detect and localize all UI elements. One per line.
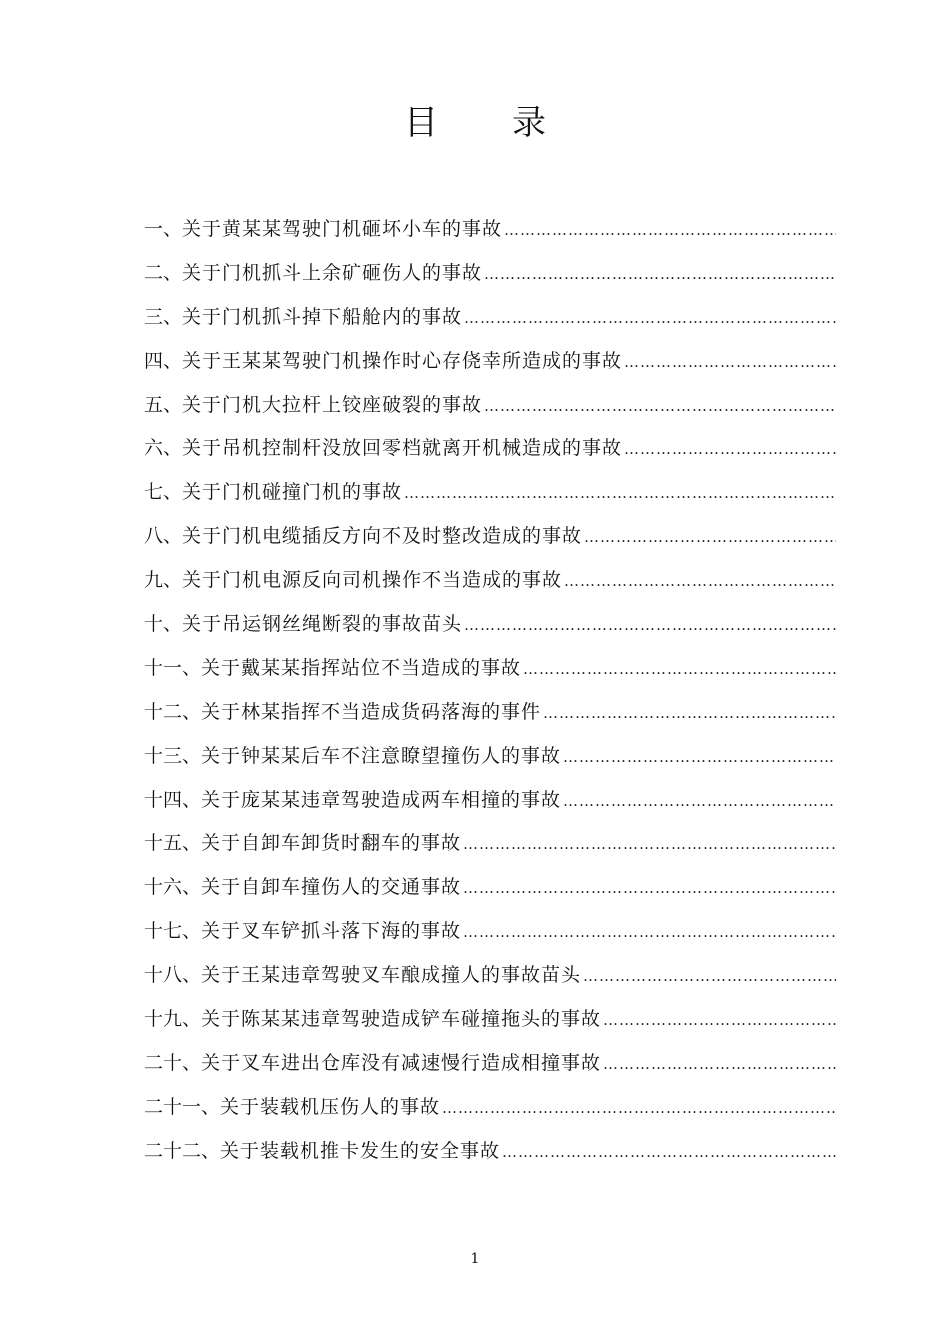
toc-entry-title: 关于门机电源反向司机操作不当造成的事故 <box>182 569 563 592</box>
toc-entry-number: 一 <box>144 218 164 240</box>
toc-entry-title: 关于叉车铲抓斗落下海的事故 <box>201 920 462 943</box>
toc-entry-title: 关于装载机压伤人的事故 <box>220 1095 441 1118</box>
toc-entry-title: 关于吊运钢丝绳断裂的事故苗头 <box>182 613 463 636</box>
toc-entry[interactable] <box>144 603 836 647</box>
toc-entry-separator: 、 <box>201 1139 221 1162</box>
toc-entry-title: 关于戴某某指挥站位不当造成的事故 <box>201 656 522 679</box>
dot-leader <box>504 209 836 252</box>
dot-leader <box>603 999 836 1042</box>
toc-entry-title: 关于门机抓斗掉下船舱内的事故 <box>182 305 463 328</box>
toc-entry[interactable] <box>144 866 836 910</box>
toc-entry[interactable] <box>144 647 836 691</box>
dot-leader <box>523 648 836 691</box>
toc-entry-number: 十四 <box>144 788 183 811</box>
toc-entry-separator: 、 <box>182 964 202 987</box>
toc-entry-number: 十八 <box>144 964 183 987</box>
toc-entry[interactable] <box>144 735 836 779</box>
dot-leader <box>603 1043 836 1086</box>
toc-entry-number: 四 <box>144 349 164 372</box>
toc-entry-separator: 、 <box>182 876 202 899</box>
toc-entry[interactable] <box>144 822 836 866</box>
toc-entry-separator: 、 <box>163 569 183 592</box>
toc-entry[interactable] <box>144 208 836 252</box>
toc-entry[interactable] <box>144 340 836 384</box>
toc-entry-title: 关于自卸车撞伤人的交通事故 <box>201 876 462 899</box>
toc-entry[interactable] <box>144 1086 836 1130</box>
toc-entry[interactable] <box>144 515 836 559</box>
dot-leader <box>404 472 836 515</box>
dot-leader <box>484 253 836 296</box>
dot-leader <box>563 780 836 823</box>
dot-leader <box>464 604 836 647</box>
page-number: 1 <box>470 1251 480 1267</box>
page-title: 目录 <box>404 103 620 143</box>
toc-entry-number: 五 <box>144 393 164 416</box>
dot-leader <box>464 297 836 340</box>
toc-entry-separator: 、 <box>182 656 202 679</box>
dot-leader <box>543 692 836 735</box>
dot-leader <box>584 516 836 559</box>
toc-entry-separator: 、 <box>163 481 183 504</box>
toc-entry-number: 二十 <box>144 1051 183 1074</box>
dot-leader <box>442 1087 836 1130</box>
dot-leader <box>624 341 836 384</box>
toc-entry-title: 关于叉车进出仓库没有减速慢行造成相撞事故 <box>201 1051 602 1074</box>
toc-entry-number: 八 <box>144 525 164 548</box>
toc-entry-separator: 、 <box>182 1051 202 1074</box>
toc-entry[interactable] <box>144 427 836 471</box>
toc-entry-number: 十五 <box>144 832 183 855</box>
toc-entry-number: 六 <box>144 437 164 460</box>
toc-entry-number: 十三 <box>144 744 183 767</box>
toc-entry-title: 关于林某指挥不当造成货码落海的事件 <box>201 700 542 723</box>
toc-entry-title: 关于庞某某违章驾驶造成两车相撞的事故 <box>201 788 562 811</box>
toc-entry-number: 九 <box>144 569 164 592</box>
toc-entry-title: 关于自卸车卸货时翻车的事故 <box>201 832 462 855</box>
toc-entry[interactable] <box>144 691 836 735</box>
dot-leader <box>583 955 836 998</box>
toc-entry-separator: 、 <box>163 218 183 240</box>
toc-entry-separator: 、 <box>182 1008 202 1031</box>
toc-entry[interactable] <box>144 296 836 340</box>
toc-entry-number: 二十一 <box>144 1095 202 1118</box>
toc-entry-number: 十一 <box>144 656 183 679</box>
toc-entry-separator: 、 <box>163 437 183 460</box>
toc-entry-separator: 、 <box>182 920 202 943</box>
toc-entry-number: 十七 <box>144 920 183 943</box>
toc-entry[interactable] <box>144 1130 836 1174</box>
toc-entry-number: 七 <box>144 481 164 504</box>
toc-entry-separator: 、 <box>182 744 202 767</box>
toc-entry-number: 十六 <box>144 876 183 899</box>
toc-entry-title: 关于陈某某违章驾驶造成铲车碰撞拖头的事故 <box>201 1008 602 1031</box>
toc-entry[interactable] <box>144 910 836 954</box>
toc-entry-separator: 、 <box>182 788 202 811</box>
toc-entry-title: 关于门机碰撞门机的事故 <box>182 481 403 504</box>
toc-entry-title: 关于王某违章驾驶叉车酿成撞人的事故苗头 <box>201 964 582 987</box>
toc-entry-number: 十 <box>144 613 164 636</box>
toc-entry-separator: 、 <box>182 700 202 723</box>
toc-entry-title: 关于装载机推卡发生的安全事故 <box>220 1139 501 1162</box>
toc-entry[interactable] <box>144 1042 836 1086</box>
dot-leader <box>463 823 836 866</box>
toc-entry[interactable] <box>144 252 836 296</box>
toc-entry-number: 二十二 <box>144 1139 202 1162</box>
toc-entry-separator: 、 <box>163 393 183 416</box>
toc-entry-title: 关于门机电缆插反方向不及时整改造成的事故 <box>182 525 583 548</box>
toc-entry[interactable] <box>144 471 836 515</box>
toc-entry-title: 关于吊机控制杆没放回零档就离开机械造成的事故 <box>182 437 623 460</box>
toc-entry-title: 关于门机大拉杆上铰座破裂的事故 <box>182 393 483 416</box>
toc-entry-separator: 、 <box>163 305 183 328</box>
toc-entry-number: 二 <box>144 261 164 284</box>
toc-entry-number: 十二 <box>144 700 183 723</box>
toc-entry-title: 关于王某某驾驶门机操作时心存侥幸所造成的事故 <box>182 349 623 372</box>
toc-entry[interactable] <box>144 954 836 998</box>
toc-entry-number: 十九 <box>144 1008 183 1031</box>
toc-entry-separator: 、 <box>163 261 183 284</box>
table-of-contents <box>144 208 836 1174</box>
dot-leader <box>463 867 836 910</box>
dot-leader <box>624 428 836 471</box>
toc-entry-title: 关于黄某某驾驶门机砸坏小车的事故 <box>182 218 503 240</box>
toc-entry-title: 关于钟某某后车不注意瞭望撞伤人的事故 <box>201 744 562 767</box>
toc-entry[interactable] <box>144 998 836 1042</box>
toc-entry[interactable] <box>144 559 836 603</box>
toc-entry[interactable] <box>144 779 836 823</box>
dot-leader <box>564 560 836 603</box>
toc-entry-separator: 、 <box>182 832 202 855</box>
toc-entry-separator: 、 <box>201 1095 221 1118</box>
toc-entry[interactable] <box>144 384 836 428</box>
dot-leader <box>463 911 836 954</box>
dot-leader <box>502 1131 836 1174</box>
toc-entry-separator: 、 <box>163 613 183 636</box>
dot-leader <box>484 385 836 428</box>
toc-entry-separator: 、 <box>163 349 183 372</box>
toc-entry-separator: 、 <box>163 525 183 548</box>
dot-leader <box>563 736 836 779</box>
toc-entry-number: 三 <box>144 305 164 328</box>
toc-entry-title: 关于门机抓斗上余矿砸伤人的事故 <box>182 261 483 284</box>
